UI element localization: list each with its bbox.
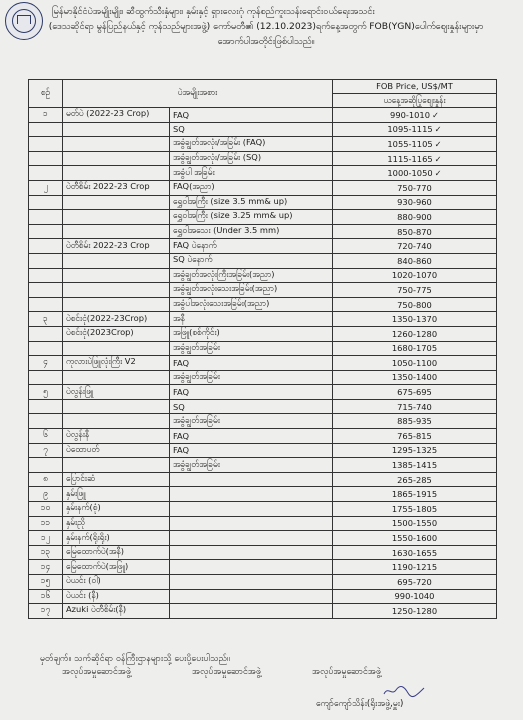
row-grade — [170, 224, 333, 239]
row-no — [29, 385, 63, 400]
row-item — [63, 385, 170, 400]
row-price — [333, 356, 497, 371]
row-price — [333, 502, 497, 517]
row-item — [63, 151, 170, 166]
row-price-text: 695-720 — [397, 576, 432, 587]
row-grade-text: အခွံပါ အခြမ်း — [173, 166, 215, 177]
row-grade — [170, 575, 333, 590]
row-grade — [170, 210, 333, 225]
table-row — [29, 370, 497, 385]
table-row — [29, 472, 497, 487]
row-grade-text: အခွံချွတ်အခြမ်း — [173, 370, 220, 381]
row-price — [333, 312, 497, 327]
row-no — [29, 297, 63, 312]
row-price — [333, 472, 497, 487]
row-no-text: ၁၇ — [40, 604, 51, 615]
row-grade — [170, 166, 333, 181]
table-row — [29, 151, 497, 166]
row-price-text: 990-1040 — [394, 591, 435, 602]
row-item-text: မြေထောက်ပဲ(အနီ) — [66, 546, 124, 557]
table-row — [29, 545, 497, 560]
row-grade-text: FAQ ပဲနောက် — [173, 239, 217, 250]
row-price-text: 1295-1325 — [391, 445, 438, 456]
row-item — [63, 458, 170, 473]
row-item — [63, 487, 170, 502]
row-item — [63, 414, 170, 429]
row-price-text: 1115-1165 — [387, 153, 433, 164]
row-grade — [170, 253, 333, 268]
row-price-text: 880-900 — [397, 211, 432, 222]
table-row — [29, 108, 497, 123]
row-price — [333, 297, 497, 312]
header-price-sub: ယနေ့အဆိုပြုစျေးနှုန်း — [333, 94, 497, 108]
row-price-text: 1190-1215 — [391, 562, 438, 573]
row-item — [63, 531, 170, 546]
row-grade — [170, 516, 333, 531]
header-line-2: (ဒေသဆိုင်ရာ မွန်ပြည်နယ်နှင့် ကုန်သည်များအဖွဲ့) ကော်မတီ၏ (12.10.2023)ရက်နေ့အတွက် FOB(YGN)ပေါက်စျေးနှုန်းများမှာ — [48, 21, 484, 32]
row-item — [63, 195, 170, 210]
row-grade-text: SQ ပဲနောက် — [173, 254, 213, 265]
row-no-text: ၃ — [43, 312, 48, 323]
table-row — [29, 239, 497, 254]
table-row — [29, 604, 497, 619]
row-no-text: ၁၀ — [40, 502, 51, 513]
signature-label-2: အလုပ်အမှုဆောင်အဖွဲ့ — [192, 667, 261, 677]
table-row — [29, 326, 497, 341]
row-item-text: ပဲလွန်းဖြူ — [66, 385, 94, 396]
header-price: FOB Price, US$/MT — [333, 80, 497, 94]
row-price-text: 1630-1655 — [391, 547, 438, 558]
row-price-text: 1865-1915 — [391, 489, 438, 500]
row-grade-text: FAQ — [173, 387, 190, 398]
row-item-text: Azuki ပဲတီစိမ်း(နီ) — [66, 604, 127, 615]
row-price-text: 750-770 — [397, 182, 432, 193]
row-item — [63, 137, 170, 152]
table-row — [29, 502, 497, 517]
check-mark-icon: ✓ — [434, 153, 442, 164]
row-grade — [170, 545, 333, 560]
check-mark-icon: ✓ — [434, 124, 442, 135]
row-grade — [170, 458, 333, 473]
row-grade-text: အခွံချွတ်အခြမ်း — [173, 341, 220, 352]
row-price-text: 1755-1805 — [391, 503, 438, 514]
row-price-text: 1350-1400 — [391, 372, 438, 383]
row-no-text: ၁၁ — [40, 516, 51, 527]
row-no — [29, 429, 63, 444]
check-mark-icon: ✓ — [432, 109, 439, 120]
table-row — [29, 516, 497, 531]
logo-scale-emblem — [17, 15, 31, 24]
row-price-text: 850-870 — [397, 226, 432, 237]
check-mark-icon: ✓ — [434, 138, 442, 149]
header-item: ပဲအမျိုးအစား — [63, 80, 333, 108]
row-grade-text: အခွံချွတ်အခြမ်း — [173, 414, 220, 425]
row-no — [29, 224, 63, 239]
row-price — [333, 151, 497, 166]
row-no-text: ၁၃ — [40, 546, 51, 557]
row-no-text: ၁၂ — [41, 531, 50, 542]
row-no — [29, 472, 63, 487]
row-grade-text: FAQ — [173, 445, 190, 456]
row-grade — [170, 326, 333, 341]
row-item-text: ကုလားပဲဖြူလုံးကြီး V2 — [66, 356, 136, 367]
row-no — [29, 137, 63, 152]
table-row — [29, 180, 497, 195]
row-item — [63, 297, 170, 312]
check-mark-icon: ✓ — [434, 168, 442, 179]
row-grade-text: အခွံချွတ်အခြမ်း — [173, 458, 220, 469]
row-item-text: ပဲယင်း (နီ) — [66, 589, 99, 600]
row-item — [63, 239, 170, 254]
signer-name: ကျော်ကျော်သိန်း(ရိုးအဖွဲ့,မှူး) — [316, 699, 404, 709]
row-price — [333, 166, 497, 181]
row-price — [333, 429, 497, 444]
row-grade-text: အခွံချွတ်အလုံးသေးအခြမ်း(အညာ) — [173, 283, 278, 294]
row-price — [333, 531, 497, 546]
row-grade-text: အခွံချွတ်အလုံး/အခြမ်း (SQ) — [173, 152, 262, 163]
table-row — [29, 399, 497, 414]
row-item-text: နှမ်းဖြူ — [66, 487, 86, 498]
row-grade — [170, 472, 333, 487]
row-item-text: ပဲစင်းငုံ(2022-23Crop) — [66, 312, 148, 323]
row-price-text: 1550-1600 — [391, 533, 438, 544]
table-row — [29, 283, 497, 298]
row-price — [333, 137, 497, 152]
header-line-1: မြန်မာနိုင်ငံ‌ပဲအမျိုးမျိုး၊ ဆီထွက်သီးနှံများ၊ နှမ်းနှင့် ရှားလေးဂုံ ကုန်စည်ကူးသန်းရောင်းဝယ်ရေးအသင်း — [52, 6, 375, 17]
row-price — [333, 195, 497, 210]
row-price — [333, 575, 497, 590]
table-row — [29, 487, 497, 502]
row-grade — [170, 531, 333, 546]
row-price — [333, 516, 497, 531]
row-grade — [170, 297, 333, 312]
row-price-text: 765-815 — [397, 430, 432, 441]
table-row — [29, 253, 497, 268]
row-grade — [170, 195, 333, 210]
table-row — [29, 414, 497, 429]
row-price — [333, 399, 497, 414]
row-item — [63, 604, 170, 619]
table-row — [29, 575, 497, 590]
row-grade-text: FAQ(အညာ) — [173, 181, 215, 192]
row-grade — [170, 151, 333, 166]
row-grade-text: ရွှေဝါအကြီး (size 3.5 mm& up) — [173, 195, 288, 206]
row-price — [333, 341, 497, 356]
table-body — [29, 108, 497, 619]
row-price-text: 1350-1370 — [391, 314, 438, 325]
row-item-text: ပြောင်းဆံ — [66, 473, 95, 484]
row-price — [333, 180, 497, 195]
row-no — [29, 180, 63, 195]
row-item-text: ပဲစင်းငုံ(2023Crop) — [66, 327, 134, 338]
row-price — [333, 545, 497, 560]
table-row — [29, 589, 497, 604]
row-item-text: နှမ်းညို — [66, 516, 86, 527]
row-price — [333, 560, 497, 575]
row-grade-text: SQ — [173, 124, 185, 135]
row-grade — [170, 122, 333, 137]
row-no — [29, 108, 63, 123]
row-price-text: 715-740 — [397, 401, 432, 412]
row-no — [29, 268, 63, 283]
table-row — [29, 458, 497, 473]
row-grade — [170, 443, 333, 458]
row-price-text: 930-960 — [397, 197, 432, 208]
row-item — [63, 399, 170, 414]
row-item-text: ပဲတီစိမ်း 2022-23 Crop — [66, 181, 150, 192]
table-row — [29, 297, 497, 312]
row-price-text: 265-285 — [397, 474, 432, 485]
row-grade-text: ရွှေဝါအကြီး (size 3.25 mm& up) — [173, 210, 293, 221]
row-price-text: 1385-1415 — [391, 460, 438, 471]
row-no-text: ၁၅ — [40, 575, 51, 586]
row-grade — [170, 589, 333, 604]
row-item — [63, 283, 170, 298]
row-item — [63, 108, 170, 123]
row-grade-text: အခွံပါအလုံးသေးအခြမ်း(အညာ) — [173, 298, 270, 309]
row-grade — [170, 502, 333, 517]
row-price-text: 1095-1115 — [387, 124, 433, 135]
row-price-text: 990-1010 — [390, 109, 430, 120]
row-grade-text: SQ — [173, 401, 185, 412]
row-grade — [170, 429, 333, 444]
table-row — [29, 312, 497, 327]
row-no-text: ၁၆ — [40, 589, 51, 600]
row-grade — [170, 399, 333, 414]
row-item — [63, 122, 170, 137]
row-price-text: 1050-1100 — [391, 357, 438, 368]
row-no-text: ၁ — [43, 108, 48, 119]
row-price — [333, 108, 497, 123]
row-price-text: 1020-1070 — [391, 270, 438, 281]
row-no — [29, 283, 63, 298]
row-item — [63, 429, 170, 444]
row-no — [29, 531, 63, 546]
row-price-text: 675-695 — [397, 387, 432, 398]
row-price-text: 1055-1105 — [387, 138, 433, 149]
row-grade — [170, 370, 333, 385]
row-item — [63, 224, 170, 239]
row-no-text: ၂ — [43, 181, 48, 192]
header-line-3: အောက်ပါအတိုင်းဖြစ်ပါသည်။ — [217, 36, 315, 47]
row-price — [333, 487, 497, 502]
row-price — [333, 443, 497, 458]
row-grade — [170, 312, 333, 327]
row-grade — [170, 108, 333, 123]
row-item — [63, 443, 170, 458]
row-item-text: ပဲလွန်းနီ — [66, 429, 90, 440]
row-no — [29, 399, 63, 414]
row-no-text: ၇ — [43, 443, 48, 454]
row-price-text: 885-935 — [397, 416, 432, 427]
row-price-text: 1680-1705 — [391, 343, 438, 354]
row-no — [29, 589, 63, 604]
row-no — [29, 545, 63, 560]
row-item — [63, 210, 170, 225]
association-logo — [5, 2, 43, 40]
row-item — [63, 472, 170, 487]
table-row — [29, 137, 497, 152]
row-grade — [170, 487, 333, 502]
row-price-text: 1260-1280 — [391, 328, 438, 339]
row-price — [333, 283, 497, 298]
row-no — [29, 458, 63, 473]
row-price — [333, 458, 497, 473]
row-no — [29, 312, 63, 327]
row-grade-text: FAQ — [173, 109, 190, 120]
row-grade-text: FAQ — [173, 430, 190, 441]
signature-label-3: အလုပ်အမှုဆောင်အဖွဲ့ — [312, 667, 381, 677]
row-no — [29, 239, 63, 254]
row-grade-text: အခွံချွတ်အလုံးကြီးအခြမ်း(အညာ) — [173, 268, 275, 279]
table-row — [29, 385, 497, 400]
row-no — [29, 253, 63, 268]
row-no — [29, 443, 63, 458]
row-price-text: 750-800 — [397, 299, 432, 310]
row-no — [29, 575, 63, 590]
row-no-text: ၅ — [43, 385, 48, 396]
row-price — [333, 370, 497, 385]
table-row — [29, 531, 497, 546]
row-item-text: ပဲတီစိမ်း 2022-23 Crop — [66, 239, 150, 250]
row-price — [333, 268, 497, 283]
row-price-text: 720-740 — [397, 241, 432, 252]
row-grade — [170, 604, 333, 619]
row-no-text: ၁၄ — [40, 560, 51, 571]
row-item — [63, 516, 170, 531]
row-item — [63, 356, 170, 371]
row-no — [29, 195, 63, 210]
table-row — [29, 429, 497, 444]
row-price — [333, 385, 497, 400]
row-price — [333, 326, 497, 341]
row-grade-text: အနီ — [173, 312, 185, 323]
row-grade — [170, 356, 333, 371]
row-item-text: မြေထောက်ပဲ(အဖြူ) — [66, 560, 129, 571]
row-price — [333, 210, 497, 225]
row-price-text: 1250-1280 — [391, 605, 438, 616]
table-row — [29, 356, 497, 371]
table-row — [29, 268, 497, 283]
row-item-text: နှမ်းနက်(ရိုးရိုး) — [66, 531, 110, 542]
row-grade — [170, 180, 333, 195]
row-item — [63, 502, 170, 517]
table-row — [29, 122, 497, 137]
header-no: စဉ် — [29, 80, 63, 108]
row-grade — [170, 268, 333, 283]
table-row — [29, 224, 497, 239]
row-item — [63, 370, 170, 385]
row-grade-text: FAQ — [173, 357, 190, 368]
row-price — [333, 239, 497, 254]
row-item-text: မတ်ပဲ (2022-23 Crop) — [66, 108, 150, 119]
row-item — [63, 253, 170, 268]
row-no — [29, 560, 63, 575]
row-item — [63, 341, 170, 356]
row-price-text: 1000-1050 — [387, 168, 433, 179]
row-no — [29, 516, 63, 531]
row-no — [29, 414, 63, 429]
row-grade — [170, 560, 333, 575]
row-no — [29, 487, 63, 502]
row-no — [29, 151, 63, 166]
row-no — [29, 326, 63, 341]
row-price-text: 1500-1550 — [391, 518, 438, 529]
row-item — [63, 312, 170, 327]
row-item — [63, 545, 170, 560]
row-grade-text: အဖြူ(စစ်ကိုင်း) — [173, 327, 220, 338]
row-no — [29, 341, 63, 356]
row-no-text: ၉ — [43, 487, 48, 498]
row-grade-text: အခွံချွတ်အလုံး/အခြမ်း (FAQ) — [173, 137, 266, 148]
row-no — [29, 604, 63, 619]
row-no-text: ၈ — [43, 473, 48, 484]
row-item — [63, 560, 170, 575]
row-item — [63, 166, 170, 181]
row-price-text: 840-860 — [397, 255, 432, 266]
table-row — [29, 210, 497, 225]
remark-note: မှတ်ချက်။ သက်ဆိုင်ရာ ဝန်ကြီးဌာနများသို့ ပေးပို့ပေးပါသည်။ — [40, 654, 230, 664]
row-item-text: ပဲထောပတ် — [66, 443, 100, 454]
row-no — [29, 122, 63, 137]
row-grade — [170, 283, 333, 298]
table-row — [29, 560, 497, 575]
row-grade — [170, 341, 333, 356]
signature-label-1: အလုပ်အမှုဆောင်အဖွဲ့ — [62, 667, 131, 677]
row-grade — [170, 414, 333, 429]
row-no-text: ၄ — [43, 356, 48, 367]
row-no-text: ၆ — [43, 429, 48, 440]
row-price-text: 750-775 — [397, 284, 432, 295]
row-price — [333, 604, 497, 619]
row-item — [63, 268, 170, 283]
row-grade — [170, 385, 333, 400]
row-no — [29, 356, 63, 371]
row-item — [63, 589, 170, 604]
handwritten-signature — [382, 684, 426, 698]
row-no — [29, 502, 63, 517]
row-no — [29, 370, 63, 385]
row-price — [333, 414, 497, 429]
price-table — [28, 79, 497, 619]
row-no — [29, 166, 63, 181]
row-price — [333, 224, 497, 239]
row-grade-text: ရွှေဝါအသေး (Under 3.5 mm) — [173, 225, 280, 236]
row-item — [63, 180, 170, 195]
row-price — [333, 589, 497, 604]
table-row — [29, 166, 497, 181]
row-item — [63, 575, 170, 590]
row-item — [63, 326, 170, 341]
table-row — [29, 341, 497, 356]
row-item-text: ပဲယင်း (ဝါ) — [66, 575, 101, 586]
table-row — [29, 195, 497, 210]
row-price — [333, 122, 497, 137]
table-row — [29, 443, 497, 458]
row-price — [333, 253, 497, 268]
document-header — [46, 4, 486, 49]
row-grade — [170, 239, 333, 254]
row-item-text: နှမ်းနက်(စုံ) — [66, 502, 101, 513]
row-no — [29, 210, 63, 225]
row-grade — [170, 137, 333, 152]
table-header-row — [29, 80, 497, 94]
